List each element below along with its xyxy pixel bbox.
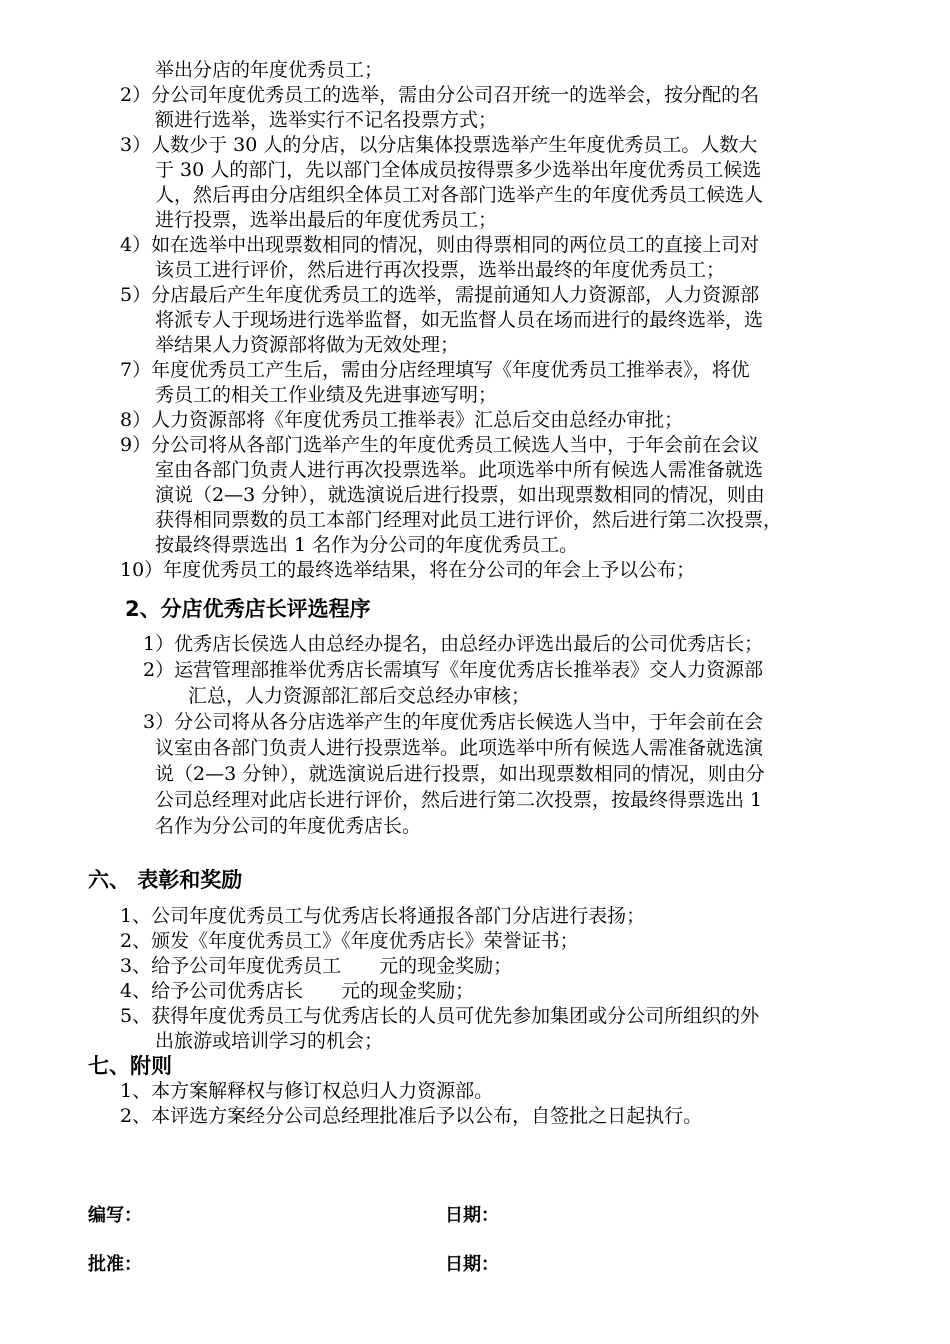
list-line: 举出分店的年度优秀员工；	[155, 59, 384, 81]
list-item-2: 2）分公司年度优秀员工的选举，需由分公司召开统一的选举会，按分配的名	[120, 84, 760, 106]
list-item-2: 2）运营管理部推举优秀店长需填写《年度优秀店长推举表》交人力资源部	[143, 659, 764, 681]
list-line: 议室由各部门负责人进行投票选举。此项选举中所有候选人需准备就选演	[155, 737, 764, 759]
list-line: 公司总经理对此店长进行评价，然后进行第二次投票，按最终得票选出 1	[155, 789, 763, 811]
list-item-9: 9）分公司将从各部门选举产生的年度优秀员工候选人当中，于年会前在会议	[120, 434, 760, 456]
date-label: 日期：	[445, 1205, 499, 1226]
list-item-2: 2、颁发《年度优秀员工》《年度优秀店长》荣誉证书；	[120, 930, 579, 952]
list-item-7: 7）年度优秀员工产生后，需由分店经理填写《年度优秀员工推举表》，将优	[120, 359, 750, 381]
list-line: 举结果人力资源部将做为无效处理；	[155, 334, 460, 356]
list-item-1: 1、公司年度优秀员工与优秀店长将通报各部门分店进行表扬；	[120, 905, 646, 927]
list-line: 秀员工的相关工作业绩及先进事迹写明；	[155, 384, 498, 406]
list-item-4: 4、给予公司优秀店长 元的现金奖励；	[120, 980, 475, 1002]
list-item-3: 3）人数少于 30 人的分店，以分店集体投票选举产生年度优秀员工。人数大	[120, 134, 758, 156]
list-line: 人，然后再由分店组织全体员工对各部门选举产生的年度优秀员工候选人	[155, 184, 764, 206]
approved-by-label: 批准：	[88, 1254, 142, 1275]
list-line: 出旅游或培训学习的机会；	[155, 1030, 384, 1052]
list-line: 按最终得票选出 1 名作为分公司的年度优秀员工。	[155, 534, 579, 556]
list-line: 于 30 人的部门，先以部门全体成员按得票多少选举出年度优秀员工候选	[155, 159, 762, 181]
list-line: 说（2—3 分钟），就选演说后进行投票，如出现票数相同的情况，则由分	[155, 763, 765, 785]
list-line: 该员工进行评价，然后进行再次投票，选举出最终的年度优秀员工；	[155, 259, 726, 281]
list-line: 演说（2—3 分钟），就选演说后进行投票，如出现票数相同的情况，则由	[155, 484, 765, 506]
list-item-3: 3、给予公司年度优秀员工 元的现金奖励；	[120, 955, 513, 977]
list-line: 将派专人于现场进行选举监督，如无监督人员在场而进行的最终选举，选	[155, 309, 764, 331]
list-item-10: 10）年度优秀员工的最终选举结果，将在分公司的年会上予以公布；	[120, 559, 696, 581]
list-item-3: 3）分公司将从各分店选举产生的年度优秀店长候选人当中，于年会前在会	[143, 711, 764, 733]
list-line: 进行投票，选举出最后的年度优秀员工；	[155, 209, 498, 231]
section-6-title: 六、 表彰和奖励	[88, 868, 243, 892]
list-item-2: 2、本评选方案经分公司总经理批准后予以公布，自签批之日起执行。	[120, 1105, 703, 1127]
written-by-label: 编写：	[88, 1205, 142, 1226]
list-line: 获得相同票数的员工本部门经理对此员工进行评价，然后进行第二次投票，	[155, 509, 783, 531]
list-line: 汇总，人力资源部汇部后交总经办审核；	[188, 685, 531, 707]
list-line: 额进行选举，选举实行不记名投票方式；	[155, 109, 498, 131]
list-item-1: 1）优秀店长侯选人由总经办提名，由总经办评选出最后的公司优秀店长；	[143, 633, 764, 655]
list-item-8: 8）人力资源部将《年度优秀员工推举表》汇总后交由总经办审批；	[120, 409, 684, 431]
list-item-4: 4）如在选举中出现票数相同的情况，则由得票相同的两位员工的直接上司对	[120, 234, 760, 256]
section-7-title: 七、附则	[88, 1054, 172, 1078]
list-line: 名作为分公司的年度优秀店长。	[155, 815, 422, 837]
list-item-5: 5）分店最后产生年度优秀员工的选举，需提前通知人力资源部，人力资源部	[120, 284, 760, 306]
list-item-5: 5、获得年度优秀员工与优秀店长的人员可优先参加集团或分公司所组织的外	[120, 1005, 760, 1027]
date-label: 日期：	[445, 1254, 499, 1275]
section-2-title: 2、分店优秀店长评选程序	[125, 597, 371, 621]
list-line: 室由各部门负责人进行再次投票选举。此项选举中所有候选人需准备就选	[155, 459, 764, 481]
list-item-1: 1、本方案解释权与修订权总归人力资源部。	[120, 1080, 494, 1102]
